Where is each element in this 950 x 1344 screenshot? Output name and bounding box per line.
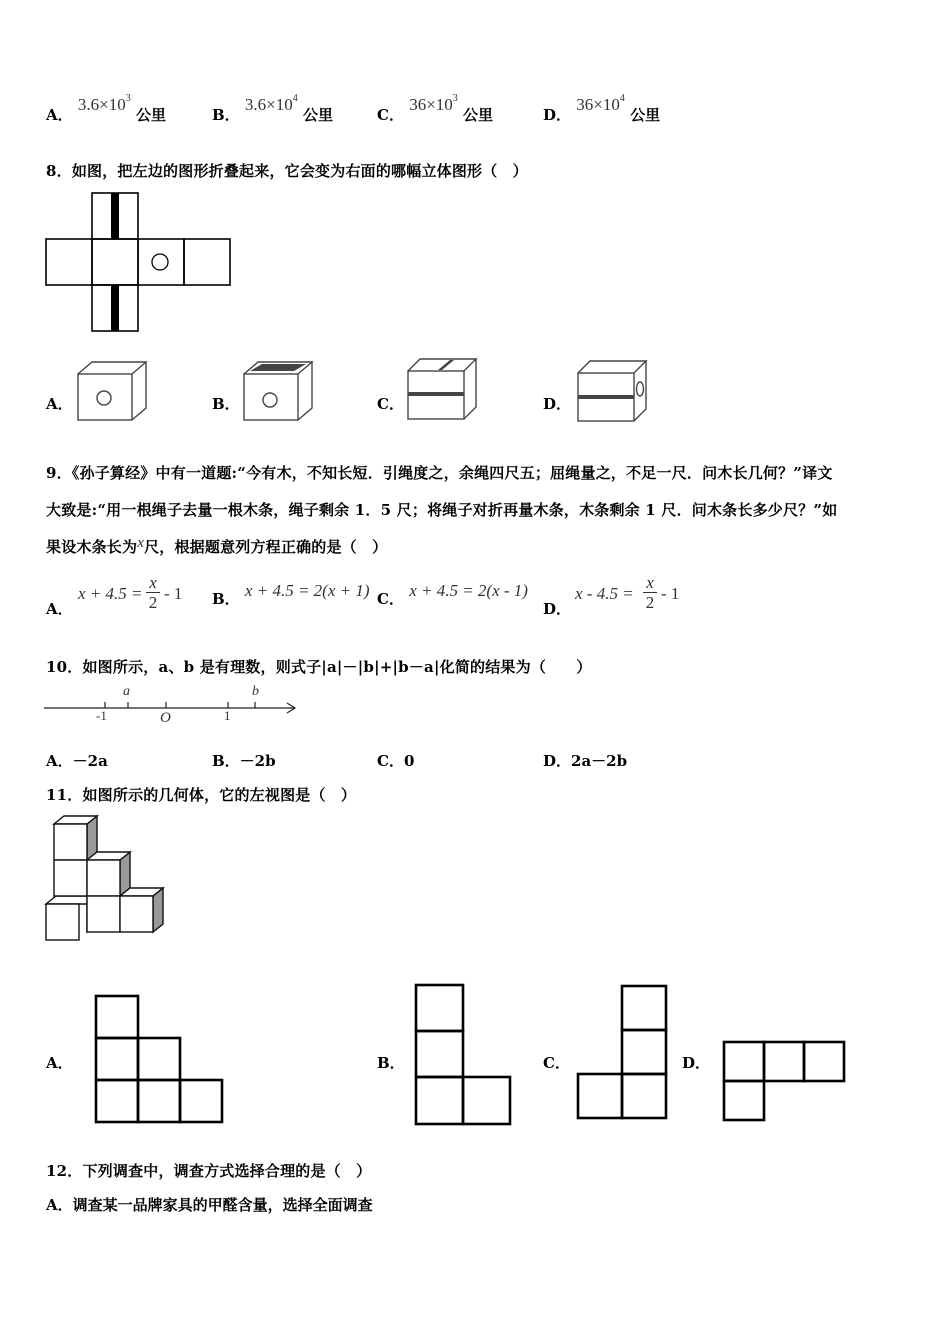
q10-option-c[interactable]: C．0 [377,752,415,770]
point-a-label: a [123,684,130,699]
q11-option-b-view[interactable] [414,983,514,1128]
q12-option-a[interactable]: A．调查某一品牌家具的甲醛含量，选择全面调查 [46,1196,373,1214]
q8-option-c-label[interactable]: C． [377,395,404,413]
q10-option-b[interactable]: B．－2b [212,752,276,770]
equation-left: x + 4.5 = [78,584,143,603]
q11-option-c-view[interactable] [576,984,671,1124]
tick-label-minus-one: -1 [96,708,107,723]
q10-option-a[interactable]: A．－2a [46,752,108,770]
option-unit: 公里 [463,106,494,124]
equation-right: - 1 [661,584,680,603]
q9-option-b[interactable] [212,581,370,609]
q11-option-a-view[interactable] [94,994,224,1124]
fraction-numerator: x [646,573,654,592]
q7-option-a[interactable] [46,93,166,125]
fraction-denominator: 2 [645,593,655,612]
point-b-label: b [252,684,259,699]
q9-option-c[interactable] [377,581,528,609]
q7-option-c[interactable] [377,93,494,125]
option-exp: 3 [125,93,131,105]
equation-left: x - 4.5 = [575,584,634,603]
q9-option-d[interactable] [543,574,703,624]
option-label: C． [377,590,404,608]
tick-label-one: 1 [224,708,231,723]
q8-option-d-cube[interactable] [576,357,656,427]
q12-stem: 12．下列调查中，调查方式选择合理的是（ ） [46,1162,372,1180]
option-label: C． [377,106,404,124]
q8-option-a-cube[interactable] [76,360,156,430]
q9-stem-line3 [46,537,387,558]
q8-option-a-label[interactable]: A． [46,395,73,413]
q9-stem-line1: 9．《孙子算经》中有一道题:“今有木，不知长短．引绳度之，余绳四尺五；屈绳量之，不足一尺．问木长几何？”译文 [46,464,833,482]
equation: x + 4.5 = 2(x - 1) [409,581,528,600]
q8-cube-net [44,192,244,342]
option-unit: 公里 [630,106,661,124]
q10-stem: 10．如图所示，a、b 是有理数，则式子|a|－|b|+|b－a|化简的结果为（ ） [46,658,592,676]
option-unit: 公里 [303,106,334,124]
q11-option-c-label[interactable]: C． [543,1054,570,1072]
q10-number-line [44,686,304,726]
option-exp: 4 [292,93,298,105]
q9-stem-text: 尺，根据题意列方程正确的是（ ） [144,538,388,556]
q11-option-a-label[interactable]: A． [46,1054,73,1072]
option-base: 3.6×10 [77,95,126,114]
q11-option-b-label[interactable]: B． [377,1054,405,1072]
q8-option-c-cube[interactable] [406,357,486,427]
q9-stem-line2: 大致是:“用一根绳子去量一根木条，绳子剩余 1．5 尺；将绳子对折再量木条，木条剩余 1 尺．问木条长多少尺？”如 [46,501,838,519]
q8-option-d-label[interactable]: D． [543,395,572,413]
option-label: D． [543,600,572,618]
option-base: 36×10 [409,95,453,114]
option-base: 3.6×10 [244,95,293,114]
q11-stem: 11．如图所示的几何体，它的左视图是（ ） [46,786,357,804]
option-label: B． [212,590,240,608]
q10-option-d[interactable]: D．2a－2b [543,752,628,770]
option-unit: 公里 [135,106,166,124]
q9-variable: x [137,535,145,551]
q8-option-b-label[interactable]: B． [212,395,240,413]
q7-option-b[interactable] [212,93,334,125]
option-label: D． [543,106,572,124]
tick-label-origin: O [160,710,171,726]
q11-option-d-label[interactable]: D． [682,1054,711,1072]
q9-option-a[interactable] [46,574,206,624]
equation-right: - 1 [164,584,183,603]
q9-stem-text: 果设木条长为 [46,538,138,556]
q8-option-b-cube[interactable] [242,360,322,430]
option-label: A． [46,600,73,618]
option-base: 36×10 [576,95,620,114]
option-label: B． [212,106,240,124]
q8-stem: 8．如图，把左边的图形折叠起来，它会变为右面的哪幅立体图形（ ） [46,162,528,180]
q11-option-d-view[interactable] [722,1040,847,1125]
fraction-numerator: x [149,573,157,592]
q11-solid-figure [44,814,174,954]
option-exp: 3 [452,93,458,105]
fraction-denominator: 2 [148,593,158,612]
equation: x + 4.5 = 2(x + 1) [244,581,370,600]
option-exp: 4 [619,93,625,105]
q7-option-d[interactable] [543,93,661,125]
option-label: A． [46,106,73,124]
